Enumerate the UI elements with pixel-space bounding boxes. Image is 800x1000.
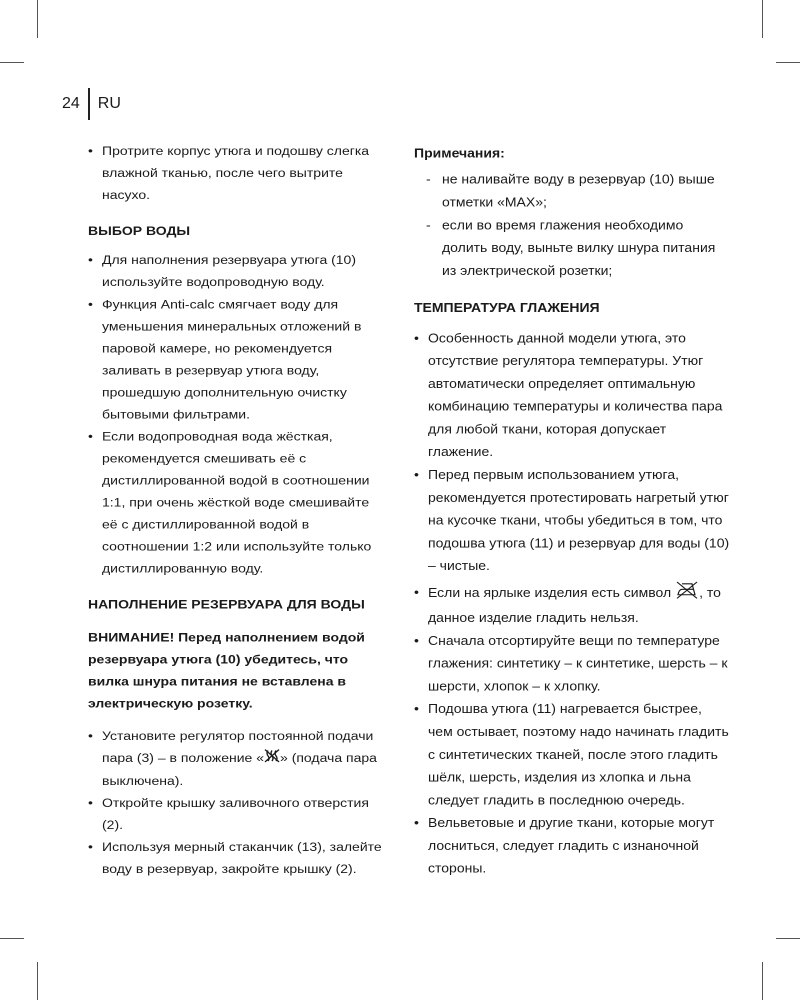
page-number: 24	[62, 95, 80, 112]
notes-list	[414, 168, 730, 282]
list-item	[414, 581, 730, 629]
crop-mark	[776, 938, 800, 939]
symbol-text-after: , то данное изделие гладить нельзя.	[428, 585, 721, 625]
fill-heading: НАПОЛНЕНИЕ РЕЗЕРВУАРА ДЛЯ ВОДЫ	[88, 597, 365, 612]
language-code: RU	[97, 95, 121, 112]
list-item: - не наливайте воду в резервуар (10) выше отметки «MAX»;	[414, 168, 730, 214]
water-heading: ВЫБОР ВОДЫ	[88, 223, 191, 238]
crop-mark	[762, 962, 763, 1000]
list-item: • Функция Anti-calc смягчает воду для уменьшения минеральных отложений в паровой камере, но рекомендуется заливать в резервуар утюга воду, прошедшую дополнительную очистку бытовыми фильтрами.	[88, 293, 388, 425]
list-item: - если во время глажения необходимо долить воду, выньте вилку шнура питания из электрической розетки;	[414, 214, 730, 282]
list-item: • Подошва утюга (11) нагревается быстрее, чем остывает, поэтому надо начинать гладить с синтетических тканей, после этого гладить шёлк, шерсть, изделия из хлопка и льна следует гладить в последнюю очередь.	[414, 698, 730, 812]
list-item: • Особенность данной модели утюга, это отсутствие регулятора температуры. Утюг автоматически определяет оптимальную комбинацию температуры и количества пара для любой ткани, которая допускает глажение.	[414, 327, 730, 464]
list-item: • Вельветовые и другие ткани, которые могут лосниться, следует гладить с изнаночной стороны.	[414, 812, 730, 880]
list-item: • Для наполнения резервуара утюга (10) используйте водопроводную воду.	[88, 249, 388, 293]
temperature-list	[414, 327, 730, 880]
steam-off-icon	[264, 748, 280, 770]
notes-title: Примечания:	[414, 145, 505, 161]
no-ironing-icon	[675, 581, 699, 607]
list-item: • Если водопроводная вода жёсткая, рекомендуется смешивать её с дистиллированной водой в соотношении 1:1, при очень жёсткой воде смешивайте её с дистиллированной водой в соотношении 1:2 или используйте только дистиллированную воду.	[88, 425, 388, 579]
temperature-heading: ТЕМПЕРАТУРА ГЛАЖЕНИЯ	[414, 300, 600, 315]
intro-list	[88, 140, 388, 206]
list-item	[88, 725, 388, 792]
fill-list	[88, 725, 388, 880]
crop-mark	[37, 0, 38, 38]
list-item: • Протрите корпус утюга и подошву слегка влажной тканью, после чего вытрите насухо.	[88, 140, 388, 206]
crop-mark	[0, 938, 24, 939]
list-item: • Перед первым использованием утюга, рекомендуется протестировать нагретый утюг на кусочке ткани, чтобы убедиться в том, что подошва утюга (11) и резервуар для воды (10) – чистые.	[414, 464, 730, 578]
fill-bullet-text-before: Установите регулятор постоянной подачи пара (3) – в положение «	[102, 728, 374, 765]
right-column	[414, 140, 730, 880]
page-header	[62, 88, 121, 120]
crop-mark	[776, 62, 800, 63]
crop-mark	[0, 62, 24, 63]
crop-mark	[762, 0, 763, 38]
list-item: • Используя мерный стаканчик (13), залейте воду в резервуар, закройте крышку (2).	[88, 836, 388, 880]
warning-text: ВНИМАНИЕ! Перед наполнением водой резервуара утюга (10) убедитесь, что вилка шнура питания не вставлена в электрическую розетку.	[88, 629, 365, 710]
list-item: • Сначала отсортируйте вещи по температуре глажения: синтетику – к синтетике, шерсть – к шерсти, хлопок – к хлопку.	[414, 629, 730, 697]
left-column	[88, 140, 388, 880]
water-list	[88, 249, 388, 579]
crop-mark	[37, 962, 38, 1000]
list-item: • Откройте крышку заливочного отверстия (2).	[88, 792, 388, 836]
symbol-text-before: Если на ярлыке изделия есть символ	[428, 585, 672, 600]
fill-bullet-text-after: » (подача пара выключена).	[102, 750, 377, 788]
